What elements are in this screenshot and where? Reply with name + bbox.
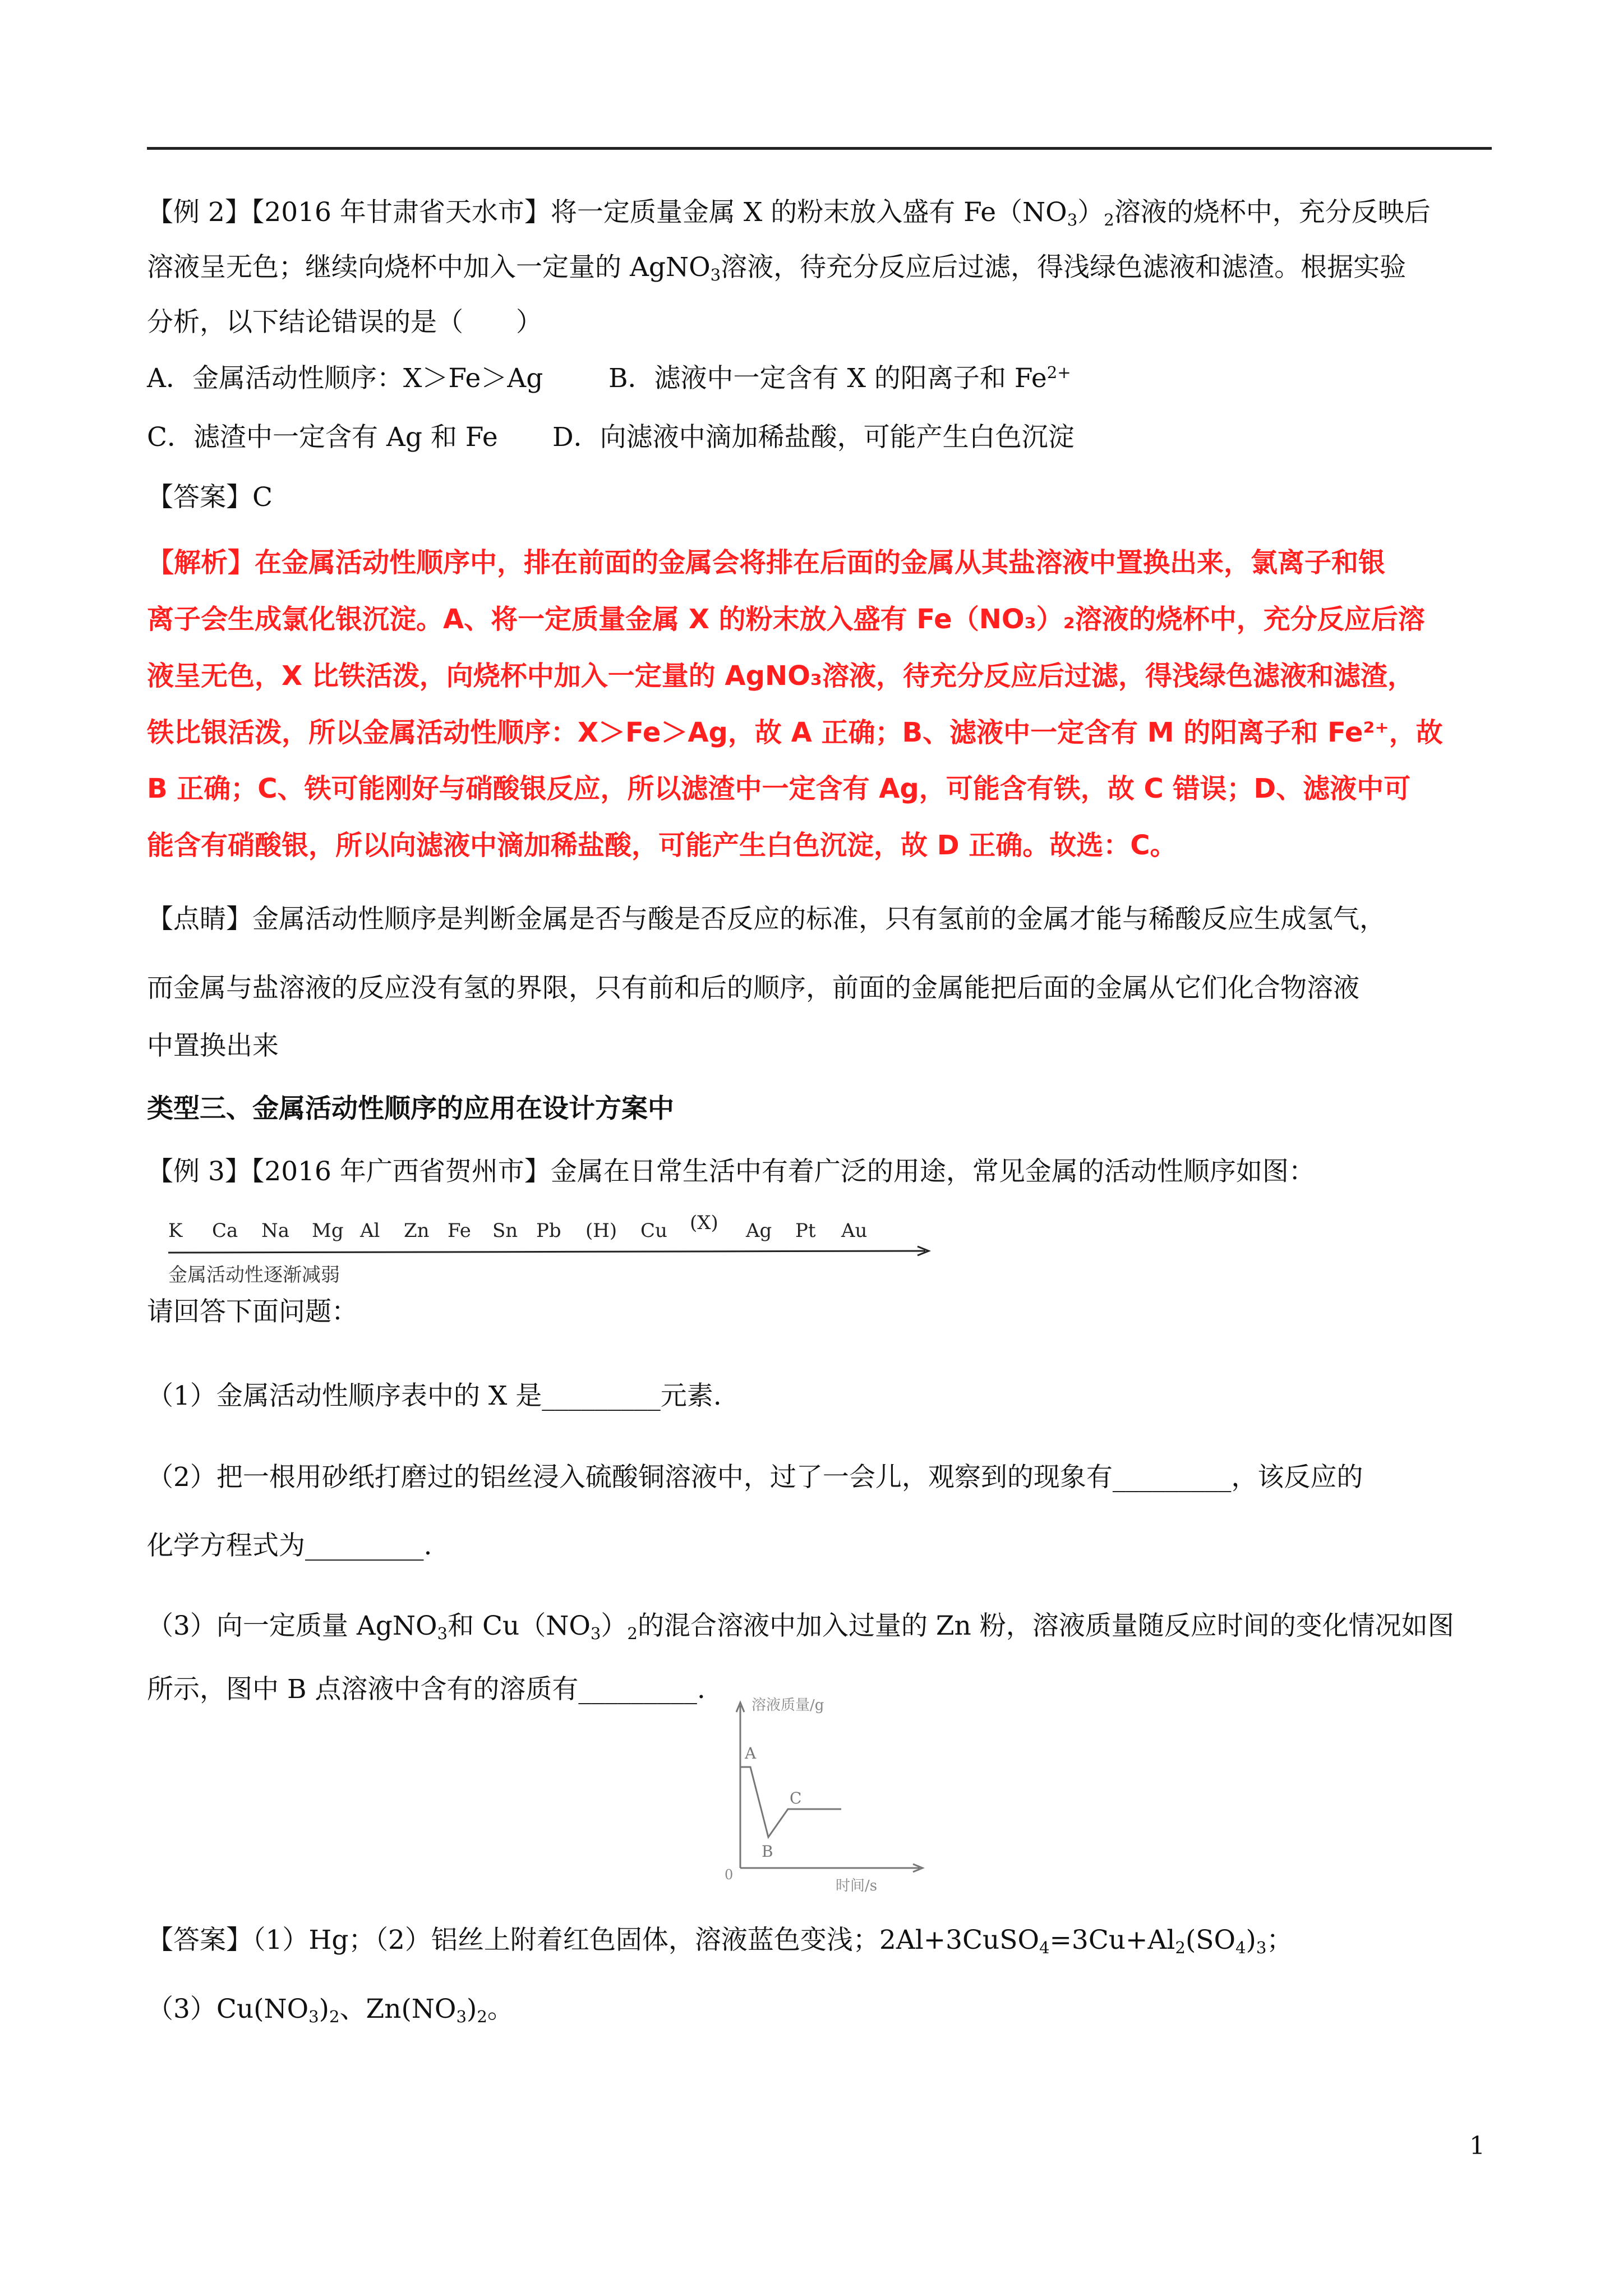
ex3-question-3a: （3）向一定质量 AgNO$_3$和 $Cu(NO_3)_2$的混合溶液中加入过量的 Zn 粉，溶液质量随反应时间的变化情况如图 (147, 1611, 1454, 1644)
comment-line-2: 而金属与盐溶液的反应没有氢的界限，只有前和后的顺序，前面的金属能把后面的金属从它们化合物溶液 (147, 973, 1359, 1004)
series-element: K (168, 1220, 183, 1242)
series-caption: 金属活动性逐渐减弱 (168, 1264, 340, 1286)
ex3-question-2a: （2）把一根用砂纸打磨过的铝丝浸入硫酸铜溶液中，过了一会儿，观察到的现象有_________，该反应的 (147, 1462, 1363, 1493)
series-element: Ca (212, 1220, 238, 1242)
ex3-intro: 【例 3】【2016 年广西省贺州市】金属在日常生活中有着广泛的用途，常见金属的活动性顺序如图： (147, 1156, 1315, 1187)
solution-mass-graph-svg (718, 1688, 942, 1902)
analysis-line-2: 离子会生成氯化银沉淀。A、将一定质量金属 X 的粉末放入盛有 Fe（NO₃）₂溶液的烧杯中，充分反应后溶 (147, 604, 1425, 635)
ex3-prompt: 请回答下面问题： (147, 1296, 358, 1327)
series-element: Zn (404, 1220, 430, 1242)
y-axis-label: 溶液质量/g (751, 1697, 824, 1714)
series-element: Al (360, 1220, 380, 1242)
ex3-answer-line-1: 【答案】（1）Hg；（2）铝丝上附着红色固体，溶液蓝色变浅；$2Al+3CuSO_4=3Cu+Al_2(SO_4)_3$； (147, 1925, 1293, 1958)
ex3-question-1: （1）金属活动性顺序表中的 X 是_________元素. (147, 1381, 722, 1411)
series-element: Mg (312, 1220, 344, 1242)
point-c-label: C (790, 1789, 802, 1807)
series-element: Pb (536, 1220, 561, 1242)
solution-mass-graph (718, 1688, 942, 1902)
series-element: Sn (492, 1220, 518, 1242)
ex2-option-c: C．滤渣中一定含有 Ag 和 Fe (147, 422, 498, 453)
point-b-label: B (762, 1842, 773, 1861)
ex3-question-2b: 化学方程式为_________. (147, 1530, 432, 1561)
series-element: Fe (448, 1220, 471, 1242)
analysis-line-5: B 正确；C、铁可能刚好与硝酸银反应，所以滤渣中一定含有 Ag，可能含有铁，故 C 错误；D、滤液中可 (147, 773, 1411, 804)
series-element: (X) (690, 1212, 718, 1234)
ex3-answer-line-2: $(3)Cu(NO_3)_2$、$Zn(NO_3)_2$。 (147, 1994, 514, 2027)
series-element: Au (841, 1220, 868, 1242)
x-axis-label: 时间/s (836, 1878, 878, 1894)
section-title: 类型三、金属活动性顺序的应用在设计方案中 (147, 1093, 674, 1124)
ex2-line-3: 分析，以下结论错误的是（ ） (147, 307, 542, 338)
comment-line-3: 中置换出来 (147, 1030, 279, 1061)
analysis-line-3: 液呈无色，X 比铁活泼，向烧杯中加入一定量的 AgNO₃溶液，待充分反应后过滤，得浅绿色滤液和滤渣， (147, 660, 1414, 692)
series-element: Ag (746, 1220, 772, 1242)
ex2-line-1: 【例 2】【2016 年甘肃省天水市】将一定质量金属 X 的粉末放入盛有 $Fe(NO_3)_2$溶液的烧杯中，充分反映后 (147, 197, 1431, 230)
series-element: Cu (640, 1220, 667, 1242)
point-a-label: A (745, 1744, 757, 1763)
origin-label: 0 (725, 1867, 734, 1883)
page-number: 1 (1469, 2132, 1485, 2160)
ex2-answer: 【答案】C (147, 482, 273, 513)
analysis-line-1: 【解析】在金属活动性顺序中，排在前面的金属会将排在后面的金属从其盐溶液中置换出来，氯离子和银 (147, 547, 1386, 578)
series-element: (H) (585, 1220, 617, 1242)
series-element: Pt (795, 1220, 816, 1242)
analysis-line-4: 铁比银活泼，所以金属活动性顺序：X＞Fe＞Ag，故 A 正确；B、滤液中一定含有 M 的阳离子和 Fe²⁺，故 (147, 717, 1443, 748)
ex2-line-2: 溶液呈无色；继续向烧杯中加入一定量的 AgNO$_3$溶液，待充分反应后过滤，得浅绿色滤液和滤渣。根据实验 (147, 252, 1407, 285)
analysis-line-6: 能含有硝酸银，所以向滤液中滴加稀盐酸，可能产生白色沉淀，故 D 正确。故选：C。 (147, 830, 1177, 861)
header-rule (147, 147, 1492, 150)
ex2-option-d: D．向滤液中滴加稀盐酸，可能产生白色沉淀 (552, 422, 1075, 453)
ex2-option-b: B．滤液中一定含有 X 的阳离子和 $Fe^{2+}$ (608, 362, 1071, 394)
ex2-option-a: A．金属活动性顺序：X＞Fe＞Ag (147, 363, 543, 394)
series-element: Na (261, 1220, 290, 1242)
comment-line-1: 【点睛】金属活动性顺序是判断金属是否与酸是否反应的标准，只有氢前的金属才能与稀酸反应生成氢气， (147, 904, 1386, 935)
ex3-question-3b: 所示，图中 B 点溶液中含有的溶质有_________. (147, 1674, 706, 1705)
